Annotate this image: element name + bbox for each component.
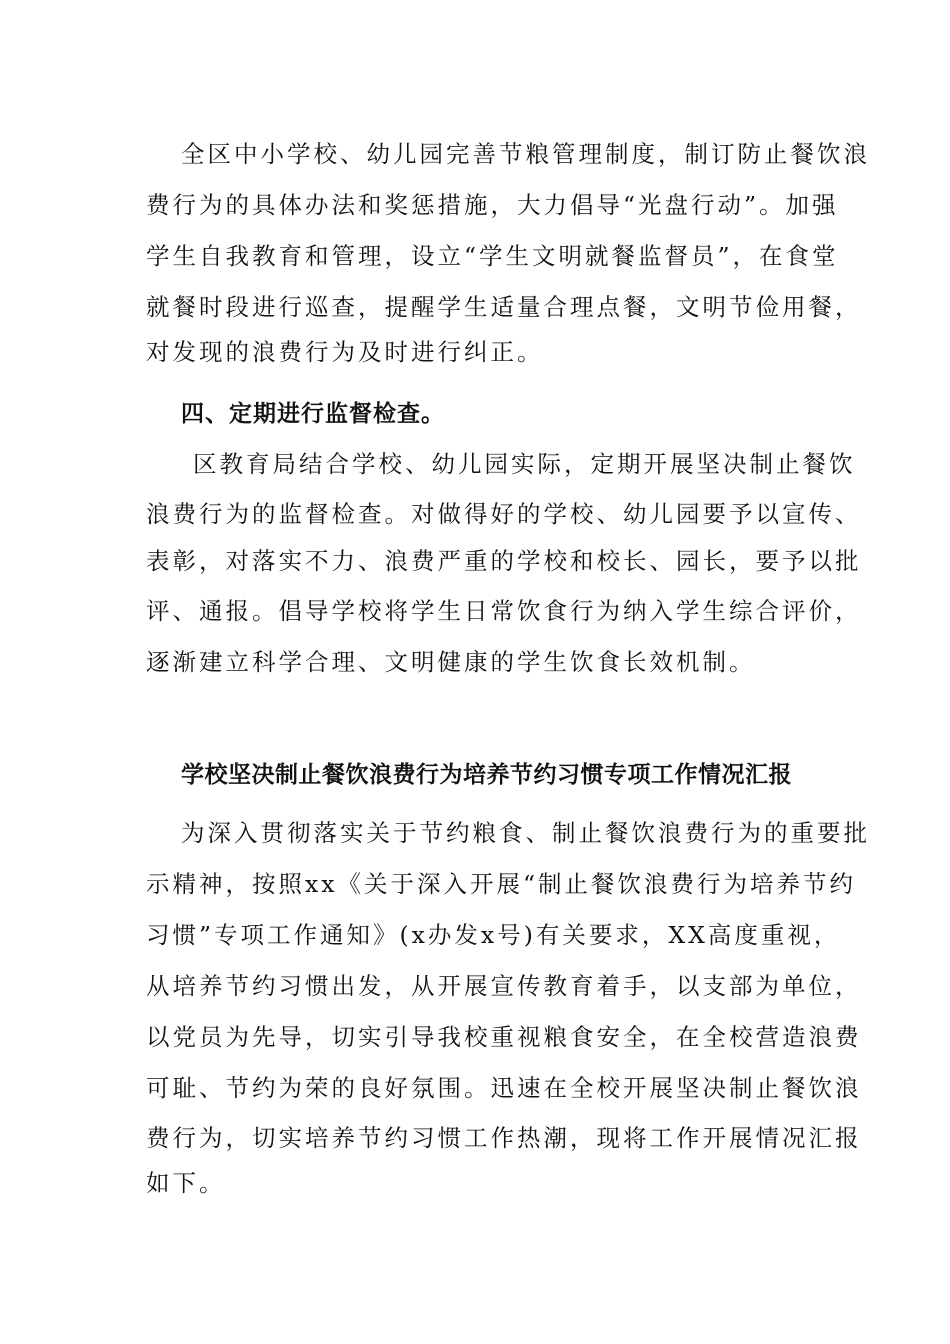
- paragraph-line: 如下。: [146, 1169, 226, 1197]
- paragraph-line: 从培养节约习惯出发，从开展宣传教育着手，以支部为单位，: [146, 972, 862, 1000]
- report-title: 学校坚决制止餐饮浪费行为培养节约习惯专项工作情况汇报: [181, 761, 792, 788]
- paragraph-line: 评、通报。倡导学校将学生日常饮食行为纳入学生综合评价，: [146, 597, 862, 625]
- paragraph-line: 就餐时段进行巡查，提醒学生适量合理点餐，文明节俭用餐，: [146, 293, 862, 321]
- paragraph-line: 逐渐建立科学合理、文明健康的学生饮食长效机制。: [146, 648, 756, 676]
- paragraph-line: 示精神，按照xx《关于深入开展“制止餐饮浪费行为培养节约: [146, 870, 857, 898]
- paragraph-line: 以党员为先导，切实引导我校重视粮食安全，在全校营造浪费: [146, 1023, 862, 1051]
- paragraph-line: 区教育局结合学校、幼儿园实际，定期开展坚决制止餐饮: [193, 450, 856, 478]
- section-heading: 四、定期进行监督检查。: [181, 400, 445, 427]
- paragraph-line: 习惯”专项工作通知》(x办发x号)有关要求，XX高度重视，: [146, 921, 841, 949]
- paragraph-line: 浪费行为的监督检查。对做得好的学校、幼儿园要予以宣传、: [146, 500, 862, 528]
- paragraph-line: 可耻、节约为荣的良好氛围。迅速在全校开展坚决制止餐饮浪: [146, 1074, 862, 1102]
- paragraph-line: 表彰，对落实不力、浪费严重的学校和校长、园长，要予以批: [146, 547, 862, 575]
- paragraph-line: 费行为，切实培养节约习惯工作热潮，现将工作开展情况汇报: [146, 1124, 862, 1152]
- paragraph-line: 全区中小学校、幼儿园完善节粮管理制度，制订防止餐饮浪: [181, 140, 870, 168]
- paragraph-line: 费行为的具体办法和奖惩措施，大力倡导“光盘行动”。加强: [146, 191, 839, 219]
- paragraph-line: 学生自我教育和管理，设立“学生文明就餐监督员”，在食堂: [146, 242, 839, 270]
- paragraph-line: 为深入贯彻落实关于节约粮食、制止餐饮浪费行为的重要批: [181, 819, 870, 847]
- paragraph-line: 对发现的浪费行为及时进行纠正。: [146, 338, 544, 366]
